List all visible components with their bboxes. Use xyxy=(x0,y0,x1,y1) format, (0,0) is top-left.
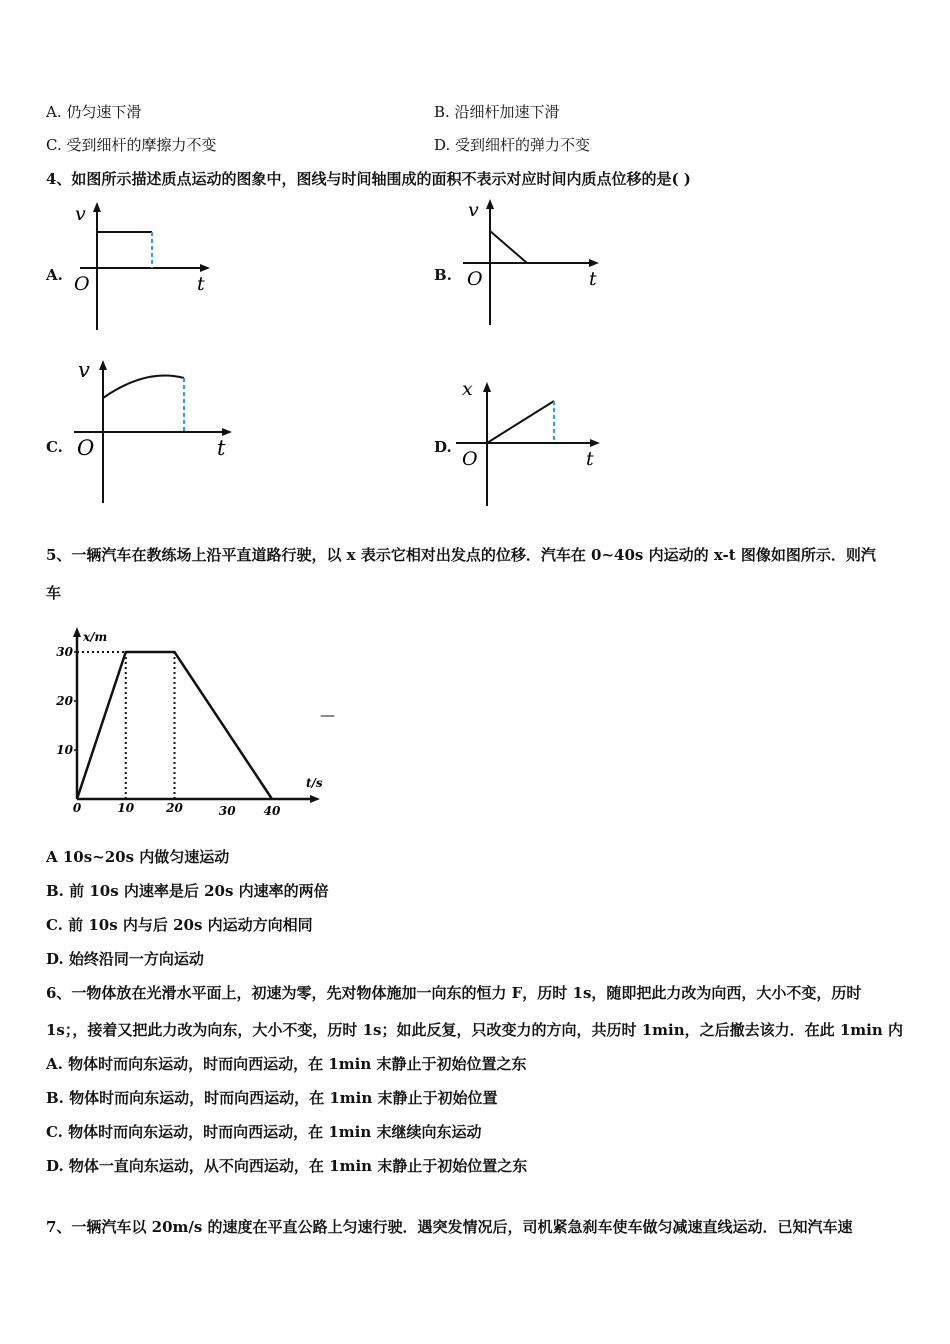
q4-graph-a-origin: O xyxy=(74,273,90,295)
q4-graph-b-label: B. xyxy=(434,266,452,284)
x-tick-label: 0 xyxy=(72,801,82,815)
q5-option-b: B. 前 10s 内速率是后 20s 内速率的两倍 xyxy=(46,882,329,900)
x-tick-label: 10 xyxy=(117,801,135,815)
chart-ticks xyxy=(55,645,281,818)
q4-graph-c-label: C. xyxy=(46,438,63,456)
y-tick-label: 30 xyxy=(56,645,73,659)
q5-option-a: A 10s~20s 内做匀速运动 xyxy=(46,848,230,866)
q5-stem-line2: 车 xyxy=(46,584,62,602)
q4-graph-d-y-label: x xyxy=(462,378,473,400)
xt-chart xyxy=(44,625,344,825)
chart-axes xyxy=(73,627,320,803)
q4-graph-c xyxy=(66,356,241,506)
q3-option-b: B. 沿细杆加速下滑 xyxy=(434,103,560,121)
q3-option-d: D. 受到细杆的弹力不变 xyxy=(434,136,591,154)
q5-stem-line1: 5、一辆汽车在教练场上沿平直道路行驶，以 x 表示它相对出发点的位移．汽车在 0~40s 内运动的 x-t 图像如图所示．则汽 xyxy=(46,546,876,564)
q4-graph-b-origin: O xyxy=(467,268,483,290)
q4-graph-c-y-label: v xyxy=(78,358,90,382)
q4-graph-b-y-label: v xyxy=(468,199,479,221)
y-tick-label: 20 xyxy=(56,694,73,708)
q5-option-d: D. 始终沿同一方向运动 xyxy=(46,950,204,968)
q3-option-c: C. 受到细杆的摩擦力不变 xyxy=(46,136,217,154)
q4-graph-d xyxy=(456,378,616,508)
x-tick-label: 40 xyxy=(263,804,281,818)
q4-graph-d-origin: O xyxy=(462,448,478,470)
series-line-0 xyxy=(77,652,272,799)
q4-graph-a-y-label: v xyxy=(75,203,86,225)
q6-stem-line1: 6、一物体放在光滑水平面上，初速为零，先对物体施加一向东的恒力 F，历时 1s，随即把此力改为向西，大小不变，历时 xyxy=(46,984,862,1002)
q5-dash-mark: — xyxy=(320,706,335,724)
q7-stem: 7、一辆汽车以 20m/s 的速度在平直公路上匀速行驶．遇突发情况后，司机紧急刹车使车做匀减速直线运动．已知汽车速 xyxy=(46,1218,853,1236)
q6-option-d: D. 物体一直向东运动，从不向西运动，在 1min 末静止于初始位置之东 xyxy=(46,1157,528,1175)
q4-graph-a-x-label: t xyxy=(197,273,205,295)
q4-stem: 4、如图所示描述质点运动的图象中，图线与时间轴围成的面积不表示对应时间内质点位移的是( ) xyxy=(46,170,691,188)
q4-graph-b-x-label: t xyxy=(589,268,597,290)
y-tick-label: 10 xyxy=(56,743,73,757)
q6-option-c: C. 物体时而向东运动，时而向西运动，在 1min 末继续向东运动 xyxy=(46,1123,482,1141)
q6-option-a: A. 物体时而向东运动，时而向西运动，在 1min 末静止于初始位置之东 xyxy=(46,1055,527,1073)
q6-option-b: B. 物体时而向东运动，时而向西运动，在 1min 末静止于初始位置 xyxy=(46,1089,498,1107)
x-tick-label: 30 xyxy=(218,804,236,818)
x-axis-arrow xyxy=(310,795,320,803)
q4-graph-d-label: D. xyxy=(434,438,452,456)
y-axis-arrow xyxy=(73,627,81,637)
q4-graph-d-x-label: t xyxy=(586,448,594,470)
q5-option-c: C. 前 10s 内与后 20s 内运动方向相同 xyxy=(46,916,313,934)
chart-series xyxy=(77,652,272,799)
q4-graph-c-origin: O xyxy=(77,436,95,460)
chart-xlabel: t/s xyxy=(306,776,323,790)
q3-option-a: A. 仍匀速下滑 xyxy=(46,103,142,121)
q4-graph-b xyxy=(455,197,615,332)
q4-graph-a-label: A. xyxy=(46,266,63,284)
q4-graph-c-x-label: t xyxy=(217,436,226,460)
chart-ylabel: x/m xyxy=(83,630,108,644)
chart-guides xyxy=(77,652,175,799)
q6-stem-line2: 1s；，接着又把此力改为向东，大小不变，历时 1s；如此反复，只改变力的方向，共历时 1min，之后撤去该力．在此 1min 内 xyxy=(46,1021,903,1039)
x-tick-label: 20 xyxy=(166,801,183,815)
q4-graph-a xyxy=(60,200,220,335)
